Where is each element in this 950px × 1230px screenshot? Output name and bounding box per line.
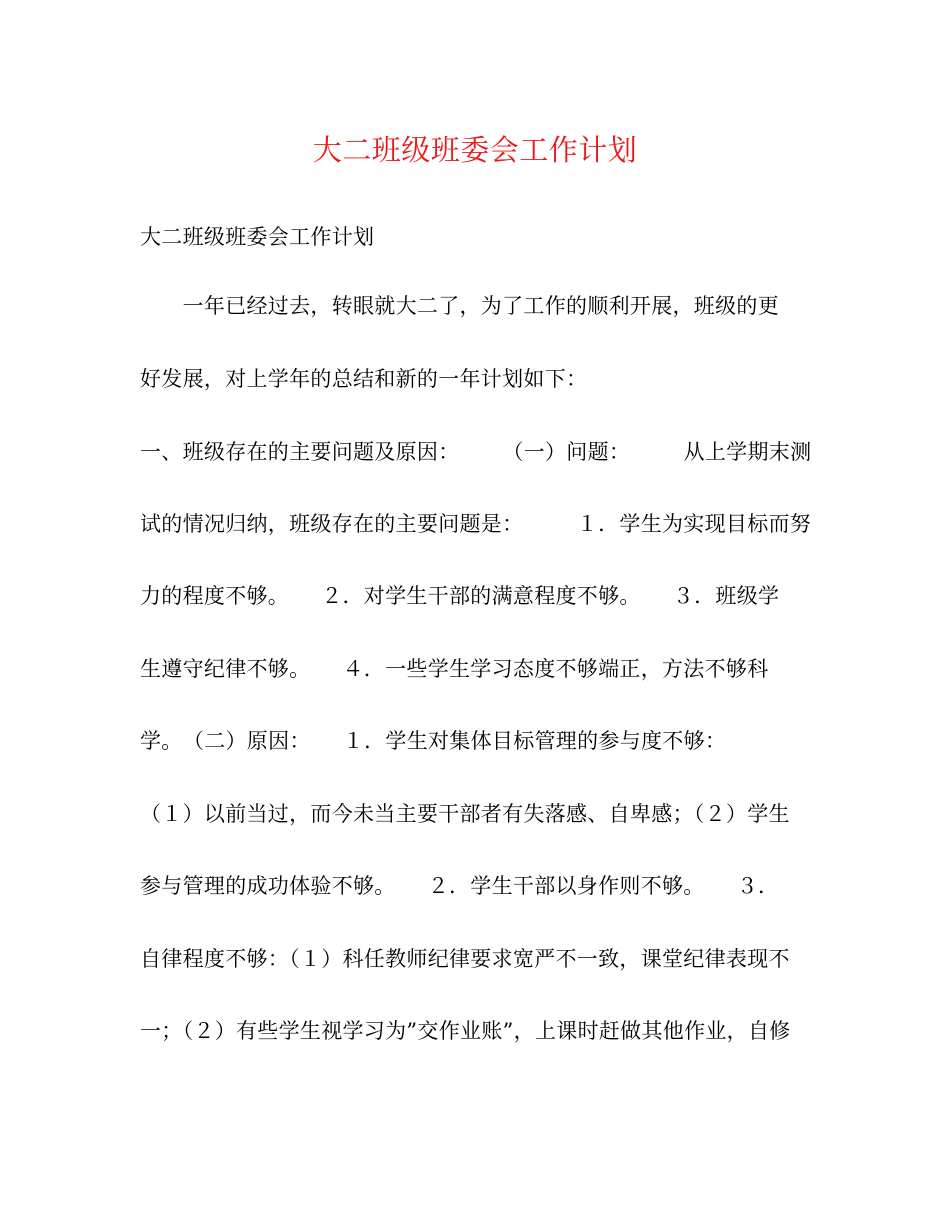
text-line: （１）以前当过，而今未当主要干部者有失落感、自卑感；（２）学生	[140, 802, 790, 826]
text-line: 自律程度不够：（１）科任教师纪律要求宽严不一致，课堂纪律表现不	[140, 947, 790, 971]
text-line: 参与管理的成功体验不够。 ２．学生干部以身作则不够。 ３．	[140, 874, 780, 898]
document-title: 大二班级班委会工作计划	[312, 133, 638, 167]
text-line-subtitle: 大二班级班委会工作计划	[140, 225, 375, 249]
text-line: 一；（２）有些学生视学习为”交作业账”，上课时赶做其他作业，自修	[140, 1019, 791, 1043]
text-line: 生遵守纪律不够。 ４．一些学生学习态度不够端正，方法不够科	[140, 657, 769, 681]
text-line: 学。 （二）原因： １．学生对集体目标管理的参与度不够：	[140, 729, 727, 753]
text-line: 力的程度不够。 ２．对学生干部的满意程度不够。 ３．班级学	[140, 584, 780, 608]
text-line: 好发展，对上学年的总结和新的一年计划如下：	[140, 367, 588, 391]
text-line: 一年已经过去，转眼就大二了，为了工作的顺利开展，班级的更	[140, 294, 779, 318]
text-line: 试的情况归纳，班级存在的主要问题是： １．学生为实现目标而努	[140, 512, 812, 536]
text-line: 一、班级存在的主要问题及原因： （一）问题： 从上学期末测	[140, 440, 812, 464]
